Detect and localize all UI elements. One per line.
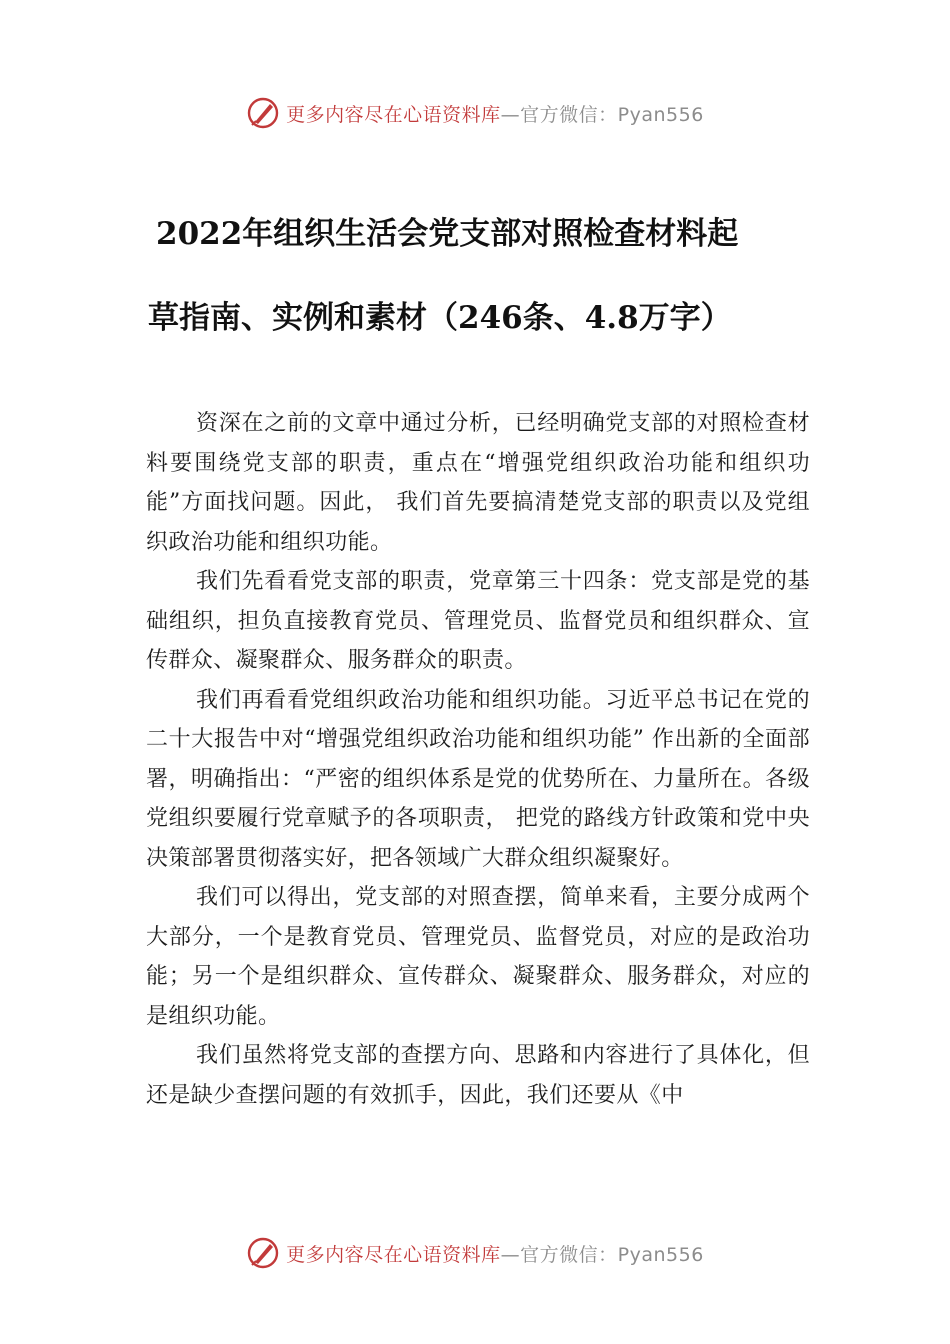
quill-pen-circle-icon — [246, 96, 280, 130]
paragraph-3: 我们再看看党组织政治功能和组织功能。习近平总书记在党的二十大报告中对“增强党组织政治功能和组织功能” 作出新的全面部署，明确指出：“严密的组织体系是党的优势所在、力量所在。各级党组织要履行党章赋予的各项职责， 把党的路线方针政策和党中央决策部署贯彻落实好，把各领域广大群众组织凝聚好。 — [146, 687, 810, 871]
title-line-1: 2022年组织生活会党支部对照检查材料起 — [156, 216, 739, 252]
document-title — [148, 192, 808, 360]
paragraph-1: 资深在之前的文章中通过分析，已经明确党支部的对照检查材料要围绕党支部的职责，重点在“增强党组织政治功能和组织功能”方面找问题。因此， 我们首先要搞清楚党支部的职责以及党组织政治功能和组织功能。 — [146, 411, 810, 555]
footer-watermark — [0, 1236, 950, 1270]
watermark-text — [286, 100, 704, 127]
watermark-red-text: 更多内容尽在心语资料库 — [286, 1243, 501, 1266]
watermark-red-text: 更多内容尽在心语资料库 — [286, 103, 501, 126]
paragraph-4: 我们可以得出，党支部的对照查摆，简单来看，主要分成两个大部分，一个是教育党员、管理党员、监督党员，对应的是政治功能；另一个是组织群众、宣传群众、凝聚群众、服务群众，对应的是组织功能。 — [146, 885, 810, 1029]
paragraph-2: 我们先看看党支部的职责，党章第三十四条：党支部是党的基础组织，担负直接教育党员、管理党员、监督党员和组织群众、宣传群众、凝聚群众、服务群众的职责。 — [146, 569, 810, 673]
title-line-2: 草指南、实例和素材（246条、4.8万字） — [148, 300, 732, 336]
watermark-grey-text: —官方微信：Pyan556 — [500, 103, 704, 126]
watermark-text — [286, 1240, 704, 1267]
paragraph-5: 我们虽然将党支部的查摆方向、思路和内容进行了具体化，但还是缺少查摆问题的有效抓手，因此，我们还要从《中 — [146, 1043, 810, 1108]
header-watermark — [0, 96, 950, 130]
document-body — [146, 404, 810, 1115]
quill-pen-circle-icon — [246, 1236, 280, 1270]
watermark-grey-text: —官方微信：Pyan556 — [500, 1243, 704, 1266]
